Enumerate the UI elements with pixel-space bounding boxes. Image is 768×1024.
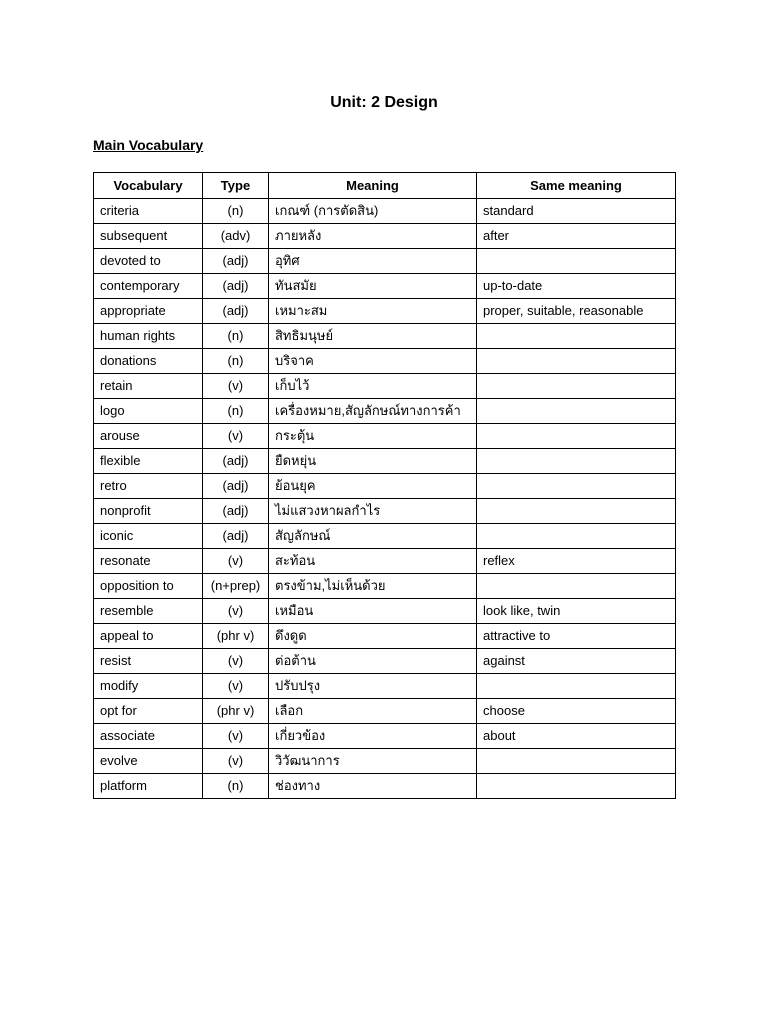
same-meaning-cell [477, 674, 676, 699]
section-heading: Main Vocabulary [93, 137, 204, 153]
vocabulary-cell: flexible [94, 449, 203, 474]
table-row [94, 424, 676, 449]
type-cell: (adj) [203, 474, 269, 499]
table-row [94, 249, 676, 274]
vocabulary-cell: criteria [94, 199, 203, 224]
same-meaning-cell: standard [477, 199, 676, 224]
same-meaning-cell [477, 399, 676, 424]
same-meaning-cell [477, 324, 676, 349]
type-cell: (n) [203, 399, 269, 424]
type-cell: (adj) [203, 299, 269, 324]
table-row [94, 324, 676, 349]
meaning-cell: เก็บไว้ [269, 374, 477, 399]
meaning-cell: สิทธิมนุษย์ [269, 324, 477, 349]
same-meaning-cell [477, 249, 676, 274]
meaning-cell: เลือก [269, 699, 477, 724]
table-row [94, 599, 676, 624]
same-meaning-cell: proper, suitable, reasonable [477, 299, 676, 324]
same-meaning-cell [477, 499, 676, 524]
meaning-cell: ตรงข้าม,ไม่เห็นด้วย [269, 574, 477, 599]
meaning-cell: ยืดหยุ่น [269, 449, 477, 474]
vocabulary-cell: donations [94, 349, 203, 374]
meaning-cell: ภายหลัง [269, 224, 477, 249]
meaning-cell: ดึงดูด [269, 624, 477, 649]
vocabulary-cell: subsequent [94, 224, 203, 249]
vocabulary-cell: resonate [94, 549, 203, 574]
vocabulary-cell: iconic [94, 524, 203, 549]
vocabulary-cell: opposition to [94, 574, 203, 599]
meaning-cell: สัญลักษณ์ [269, 524, 477, 549]
type-cell: (adj) [203, 499, 269, 524]
vocabulary-cell: devoted to [94, 249, 203, 274]
vocabulary-cell: retro [94, 474, 203, 499]
vocabulary-cell: platform [94, 774, 203, 799]
table-row [94, 224, 676, 249]
table-row [94, 274, 676, 299]
meaning-cell: ทันสมัย [269, 274, 477, 299]
meaning-cell: ปรับปรุง [269, 674, 477, 699]
vocabulary-cell: nonprofit [94, 499, 203, 524]
vocabulary-cell: resemble [94, 599, 203, 624]
meaning-cell: อุทิศ [269, 249, 477, 274]
table-row [94, 649, 676, 674]
same-meaning-cell: against [477, 649, 676, 674]
meaning-cell: ต่อต้าน [269, 649, 477, 674]
header-meaning: Meaning [269, 173, 477, 199]
table-row [94, 349, 676, 374]
table-row [94, 499, 676, 524]
type-cell: (v) [203, 674, 269, 699]
same-meaning-cell [477, 749, 676, 774]
type-cell: (n) [203, 199, 269, 224]
meaning-cell: เหมือน [269, 599, 477, 624]
same-meaning-cell: about [477, 724, 676, 749]
table-row [94, 574, 676, 599]
meaning-cell: เหมาะสม [269, 299, 477, 324]
header-same-meaning: Same meaning [477, 173, 676, 199]
same-meaning-cell [477, 424, 676, 449]
meaning-cell: ย้อนยุค [269, 474, 477, 499]
table-row [94, 199, 676, 224]
type-cell: (v) [203, 424, 269, 449]
meaning-cell: ไม่แสวงหาผลกำไร [269, 499, 477, 524]
type-cell: (n+prep) [203, 574, 269, 599]
type-cell: (adj) [203, 524, 269, 549]
meaning-cell: ช่องทาง [269, 774, 477, 799]
type-cell: (v) [203, 649, 269, 674]
same-meaning-cell [477, 374, 676, 399]
type-cell: (phr v) [203, 624, 269, 649]
vocabulary-cell: modify [94, 674, 203, 699]
meaning-cell: เกณฑ์ (การตัดสิน) [269, 199, 477, 224]
meaning-cell: วิวัฒนาการ [269, 749, 477, 774]
type-cell: (adv) [203, 224, 269, 249]
table-row [94, 724, 676, 749]
type-cell: (v) [203, 374, 269, 399]
vocabulary-cell: opt for [94, 699, 203, 724]
table-row [94, 624, 676, 649]
vocabulary-cell: evolve [94, 749, 203, 774]
table-row [94, 774, 676, 799]
same-meaning-cell [477, 524, 676, 549]
table-row [94, 674, 676, 699]
type-cell: (n) [203, 774, 269, 799]
same-meaning-cell: look like, twin [477, 599, 676, 624]
table-row [94, 399, 676, 424]
type-cell: (v) [203, 749, 269, 774]
type-cell: (adj) [203, 449, 269, 474]
table-row [94, 749, 676, 774]
vocabulary-cell: retain [94, 374, 203, 399]
same-meaning-cell: up-to-date [477, 274, 676, 299]
type-cell: (adj) [203, 274, 269, 299]
type-cell: (adj) [203, 249, 269, 274]
same-meaning-cell [477, 349, 676, 374]
vocabulary-table [93, 172, 676, 799]
vocabulary-cell: contemporary [94, 274, 203, 299]
table-row [94, 699, 676, 724]
same-meaning-cell: attractive to [477, 624, 676, 649]
same-meaning-cell [477, 774, 676, 799]
table-row [94, 474, 676, 499]
table-row [94, 299, 676, 324]
same-meaning-cell: after [477, 224, 676, 249]
meaning-cell: กระตุ้น [269, 424, 477, 449]
table-header-row [94, 173, 676, 199]
same-meaning-cell: choose [477, 699, 676, 724]
meaning-cell: เครื่องหมาย,สัญลักษณ์ทางการค้า [269, 399, 477, 424]
type-cell: (v) [203, 724, 269, 749]
same-meaning-cell: reflex [477, 549, 676, 574]
vocabulary-cell: logo [94, 399, 203, 424]
header-vocabulary: Vocabulary [94, 173, 203, 199]
type-cell: (v) [203, 599, 269, 624]
vocabulary-cell: appropriate [94, 299, 203, 324]
same-meaning-cell [477, 449, 676, 474]
type-cell: (n) [203, 324, 269, 349]
vocabulary-cell: appeal to [94, 624, 203, 649]
table-row [94, 449, 676, 474]
table-row [94, 549, 676, 574]
table-body [94, 199, 676, 799]
table-row [94, 374, 676, 399]
meaning-cell: สะท้อน [269, 549, 477, 574]
vocabulary-cell: arouse [94, 424, 203, 449]
type-cell: (n) [203, 349, 269, 374]
same-meaning-cell [477, 474, 676, 499]
same-meaning-cell [477, 574, 676, 599]
table-row [94, 524, 676, 549]
vocabulary-cell: resist [94, 649, 203, 674]
meaning-cell: บริจาค [269, 349, 477, 374]
vocabulary-cell: human rights [94, 324, 203, 349]
page-title: Unit: 2 Design [330, 94, 438, 111]
type-cell: (v) [203, 549, 269, 574]
type-cell: (phr v) [203, 699, 269, 724]
vocabulary-cell: associate [94, 724, 203, 749]
header-type: Type [203, 173, 269, 199]
meaning-cell: เกี่ยวข้อง [269, 724, 477, 749]
